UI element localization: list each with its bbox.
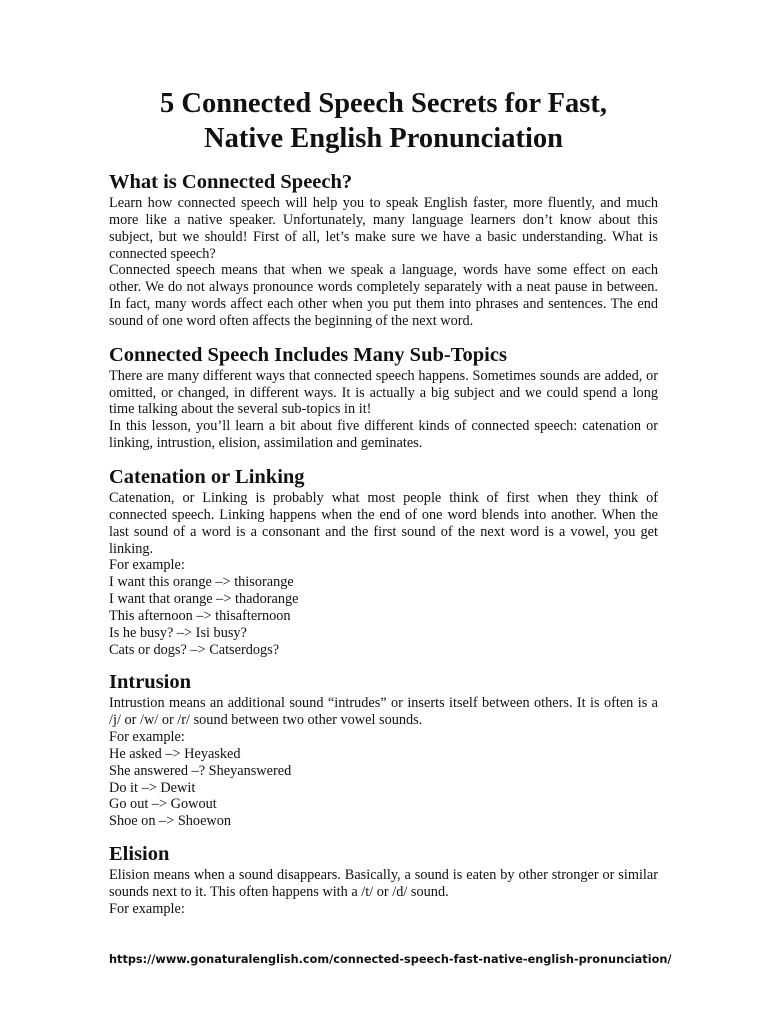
section-heading: Catenation or Linking [109,465,305,488]
example-line: This afternoon –> thisafternoon [109,607,291,624]
example-label: For example: [109,900,185,917]
document-title [109,86,658,156]
example-line: Shoe on –> Shoewon [109,813,232,830]
section-what-is-connected-speech [109,170,658,330]
title-line-1: 5 Connected Speech Secrets for Fast, [160,88,607,119]
example-label: For example: [109,729,185,746]
section-elision [109,842,658,918]
section-heading: Connected Speech Includes Many Sub-Topics [109,343,507,366]
section-sub-topics [109,343,658,452]
section-catenation-or-linking [109,465,658,658]
section-heading: Intrusion [109,671,192,694]
section-heading: Elision [109,843,170,866]
paragraph: Elision means when a sound disappears. Basically, a sound is eaten by other stronger or similar sounds next to it. This often happens with a /t/ or /d/ sound. [109,867,658,900]
example-line: Do it –> Dewit [109,779,196,796]
example-line: Cats or dogs? –> Catserdogs? [109,641,280,658]
paragraph: Connected speech means that when we speak a language, words have some effect on each other. We do not always pronounce words completely separately with a neat pause in between. In fact, many words affect each other when you put them into phrases and sentences. The end sound of one word often affects the beginning of the next word. [109,262,658,329]
example-line: He asked –> Heyasked [109,745,241,762]
paragraph: Catenation, or Linking is probably what most people think of first when they think of connected speech. Linking happens when the end of one word blends into another. When the last sound of a word is a consonant and the first sound of the next word is a vowel, you get linking. [109,489,658,557]
section-intrusion [109,670,658,830]
title-line-2: Native English Pronunciation [204,123,563,154]
example-line: I want that orange –> thadorange [109,591,299,608]
example-line: She answered –? Sheyanswered [109,762,292,779]
section-heading: What is Connected Speech? [109,171,353,193]
example-label: For example: [109,557,185,574]
source-url-link[interactable]: https://www.gonaturalenglish.com/connected-speech-fast-native-english-pronunciation/ [109,953,672,966]
example-line: Go out –> Gowout [109,796,217,813]
paragraph: Intrustion means an additional sound “intrudes” or inserts itself between others. It is often is a /j/ or /w/ or /r/ sound between two other vowel sounds. [109,695,658,729]
paragraph: In this lesson, you’ll learn a bit about five different kinds of connected speech: catenation or linking, intrustion, elision, assimilation and geminates. [109,418,658,452]
paragraph: There are many different ways that connected speech happens. Sometimes sounds are added, or omitted, or changed, in different ways. It is actually a big subject and we could spend a long time talking about the several sub-topics in it! [109,367,658,418]
example-line: Is he busy? –> Isi busy? [109,624,247,641]
document-body [109,86,658,918]
example-line: I want this orange –> thisorange [109,574,294,591]
paragraph: Learn how connected speech will help you to speak English faster, more fluently, and much more like a native speaker. Unfortunately, many language learners don’t know about this subject, but we should! First of all, let’s make sure we have a basic understanding. What is connected speech? [109,195,658,262]
